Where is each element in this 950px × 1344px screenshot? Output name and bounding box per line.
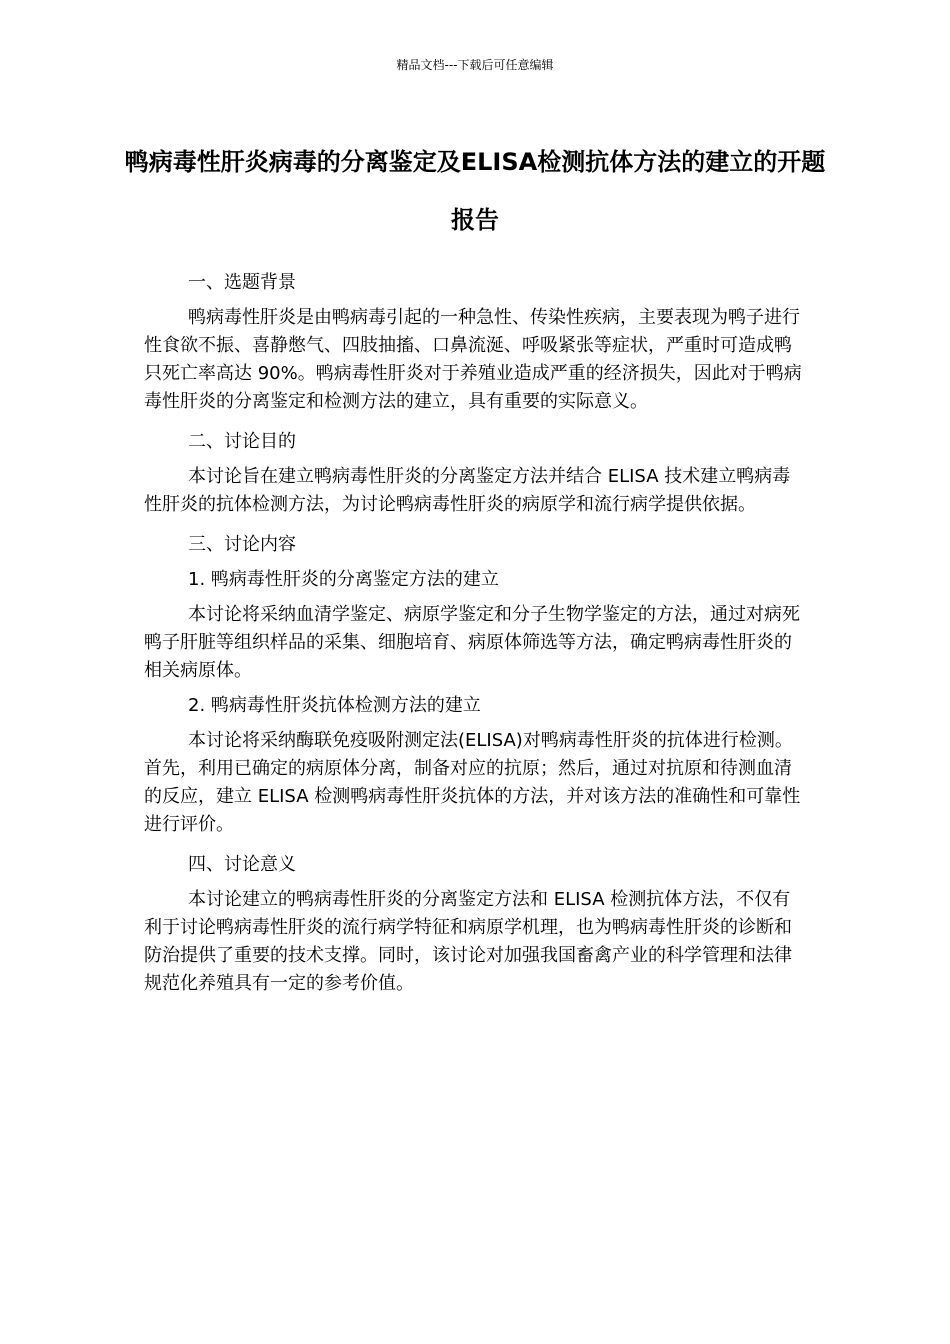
- page-header-note: 精品文档---下载后可任意编辑: [396, 58, 554, 72]
- paragraph-background: 鸭病毒性肝炎是由鸭病毒引起的一种急性、传染性疾病，主要表现为鸭子进行性食欲不振、喜静憋气、四肢抽搐、口鼻流涎、呼吸紧张等症状，严重时可造成鸭只死亡率高达 90%。鸭病毒性肝炎对于养殖业造成严重的经济损失，因此对于鸭病毒性肝炎的分离鉴定和检测方法的建立，具有重要的实际意义。: [144, 307, 802, 412]
- subheading-isolation-method: 1. 鸭病毒性肝炎的分离鉴定方法的建立: [188, 569, 499, 590]
- subheading-antibody-detection: 2. 鸭病毒性肝炎抗体检测方法的建立: [188, 695, 481, 716]
- section-heading-significance: 四、讨论意义: [188, 854, 296, 875]
- paragraph-antibody-detection: 本讨论将采纳酶联免疫吸附测定法(ELISA)对鸭病毒性肝炎的抗体进行检测。首先，利用已确定的病原体分离，制备对应的抗原；然后，通过对抗原和待测血清的反应，建立 ELISA 检测鸭病毒性肝炎抗体的方法，并对该方法的准确性和可靠性进行评价。: [144, 730, 801, 835]
- section-heading-content: 三、讨论内容: [188, 534, 296, 555]
- section-heading-purpose: 二、讨论目的: [188, 431, 296, 452]
- paragraph-purpose: 本讨论旨在建立鸭病毒性肝炎的分离鉴定方法并结合 ELISA 技术建立鸭病毒性肝炎的抗体检测方法，为讨论鸭病毒性肝炎的病原学和流行病学提供依据。: [144, 466, 791, 515]
- paragraph-isolation-method: 本讨论将采纳血清学鉴定、病原学鉴定和分子生物学鉴定的方法，通过对病死鸭子肝脏等组织样品的采集、细胞培育、病原体筛选等方法，确定鸭病毒性肝炎的相关病原体。: [144, 604, 800, 681]
- document-body: [144, 269, 808, 998]
- paragraph-significance: 本讨论建立的鸭病毒性肝炎的分离鉴定方法和 ELISA 检测抗体方法，不仅有利于讨论鸭病毒性肝炎的流行病学特征和病原学机理，也为鸭病毒性肝炎的诊断和防治提供了重要的技术支撑。同时，该讨论对加强我国畜禽产业的科学管理和法律规范化养殖具有一定的参考价值。: [144, 889, 792, 994]
- document-title: 鸭病毒性肝炎病毒的分离鉴定及ELISA检测抗体方法的建立的开题报告: [124, 148, 826, 234]
- section-heading-background: 一、选题背景: [188, 272, 296, 293]
